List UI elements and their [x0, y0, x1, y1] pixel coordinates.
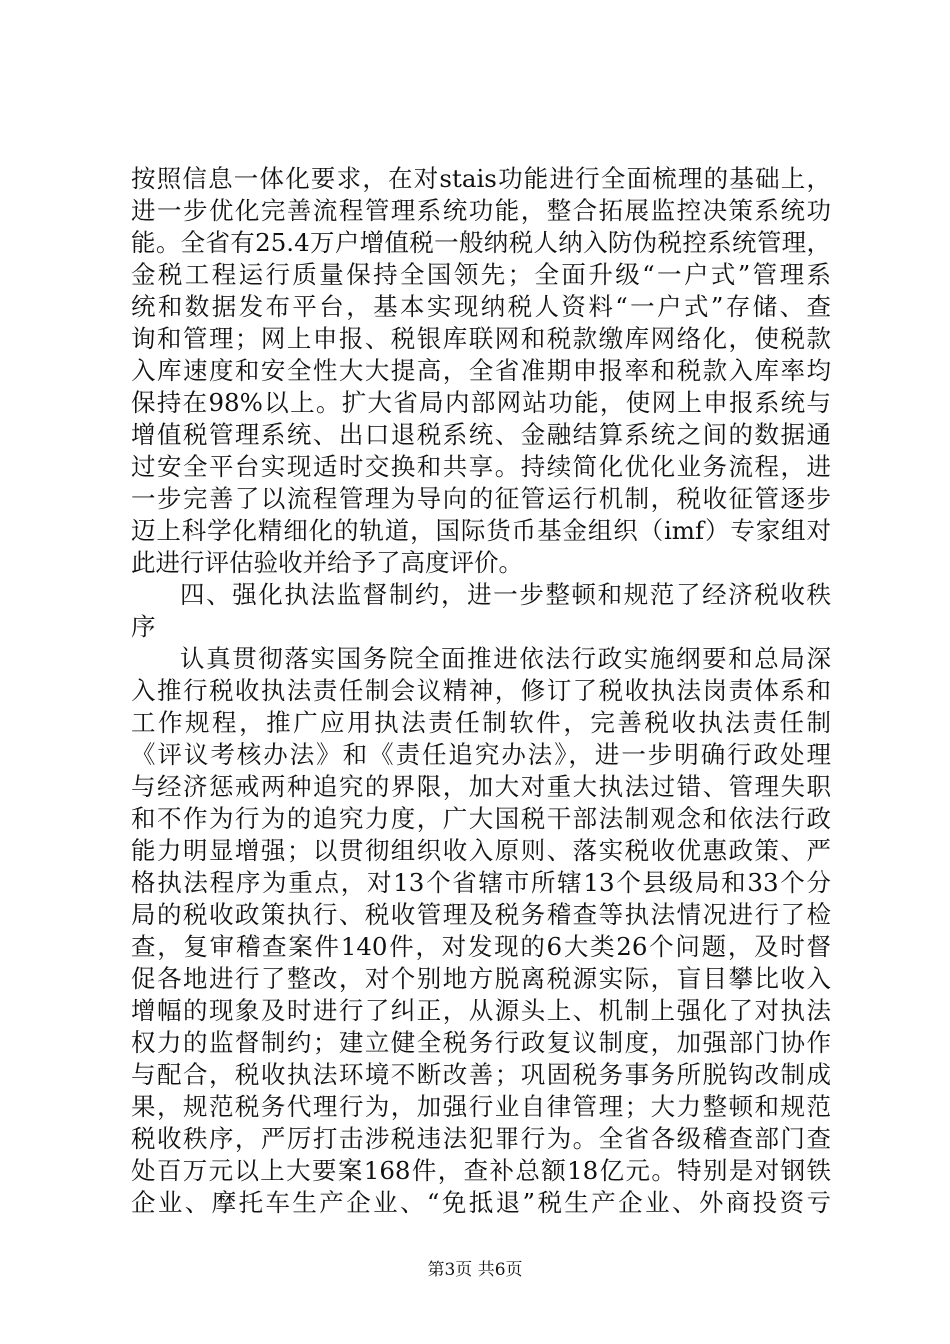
text-line: 入库速度和安全性大大提高，全省准期申报率和税款入库率均 — [131, 356, 831, 385]
paragraph-start-line: 认真贯彻落实国务院全面推进依法行政实施纲要和总局深 — [180, 644, 831, 673]
text-line: 工作规程，推广应用执法责任制软件，完善税收执法责任制 — [131, 708, 831, 737]
text-line: 格执法程序为重点，对13个省辖市所辖13个县级局和33个分 — [131, 868, 831, 897]
text-line: 进一步优化完善流程管理系统功能，整合拓展监控决策系统功 — [131, 196, 831, 225]
text-line: 金税工程运行质量保持全国领先；全面升级“一户式”管理系 — [131, 260, 831, 289]
text-line: 过安全平台实现适时交换和共享。持续简化优化业务流程，进 — [131, 452, 831, 481]
page-number: 第3页 共6页 — [427, 1260, 523, 1280]
section-heading: 四、强化执法监督制约，进一步整顿和规范了经济税收秩 — [180, 580, 831, 609]
text-line: 《评议考核办法》和《责任追究办法》，进一步明确行政处理 — [131, 740, 831, 769]
text-line: 增幅的现象及时进行了纠正，从源头上、机制上强化了对执法 — [131, 996, 831, 1025]
text-line: 能力明显增强；以贯彻组织收入原则、落实税收优惠政策、严 — [131, 836, 831, 865]
text-line: 询和管理；网上申报、税银库联网和税款缴库网络化，使税款 — [131, 324, 831, 353]
text-line: 与配合，税收执法环境不断改善；巩固税务事务所脱钩改制成 — [131, 1060, 831, 1089]
document-body — [131, 163, 831, 1219]
text-line: 和不作为行为的追究力度，广大国税干部法制观念和依法行政 — [131, 804, 831, 833]
text-line: 与经济惩戒两种追究的界限，加大对重大执法过错、管理失职 — [131, 772, 831, 801]
text-line: 保持在98%以上。扩大省局内部网站功能，使网上申报系统与 — [131, 388, 831, 417]
section-heading-end: 序 — [131, 612, 156, 641]
text-line: 一步完善了以流程管理为导向的征管运行机制，税收征管逐步 — [131, 484, 831, 513]
text-line: 增值税管理系统、出口退税系统、金融结算系统之间的数据通 — [131, 420, 831, 449]
text-line: 能。全省有25.4万户增值税一般纳税人纳入防伪税控系统管理， — [131, 228, 831, 257]
text-line: 税收秩序，严厉打击涉税违法犯罪行为。全省各级稽查部门查 — [131, 1124, 831, 1153]
text-line: 迈上科学化精细化的轨道，国际货币基金组织（imf）专家组对 — [131, 516, 831, 545]
text-line: 果，规范税务代理行为，加强行业自律管理；大力整顿和规范 — [131, 1092, 831, 1121]
text-line: 局的税收政策执行、税收管理及税务稽查等执法情况进行了检 — [131, 900, 831, 929]
text-line: 统和数据发布平台，基本实现纳税人资料“一户式”存储、查 — [131, 292, 831, 321]
text-line: 处百万元以上大要案168件，查补总额18亿元。特别是对钢铁 — [131, 1156, 831, 1185]
text-line: 按照信息一体化要求，在对stais功能进行全面梳理的基础上， — [131, 164, 831, 193]
text-line: 权力的监督制约；建立健全税务行政复议制度，加强部门协作 — [131, 1028, 831, 1057]
paragraph-end-line: 此进行评估验收并给予了高度评价。 — [131, 548, 523, 577]
text-line: 查，复审稽查案件140件，对发现的6大类26个问题，及时督 — [131, 932, 831, 961]
text-line: 入推行税收执法责任制会议精神，修订了税收执法岗责体系和 — [131, 676, 831, 705]
text-line: 促各地进行了整改，对个别地方脱离税源实际，盲目攀比收入 — [131, 964, 831, 993]
text-line: 企业、摩托车生产企业、“免抵退”税生产企业、外商投资亏 — [131, 1188, 831, 1217]
